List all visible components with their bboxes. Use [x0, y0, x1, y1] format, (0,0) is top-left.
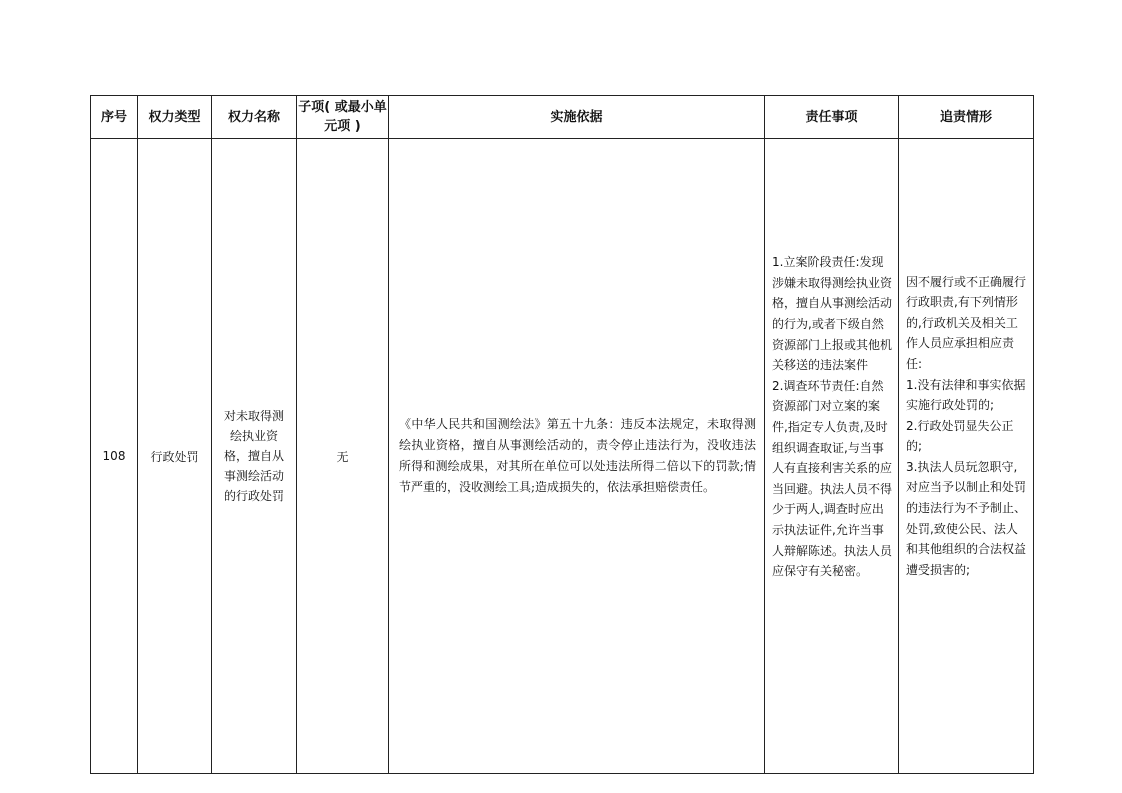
header-power-name: 权力名称 — [212, 96, 297, 139]
cell-sub-item: 无 — [297, 139, 389, 774]
cell-basis: 《中华人民共和国测绘法》第五十九条：违反本法规定，未取得测绘执业资格，擅自从事测绘活动的，责令停止违法行为，没收违法所得和测绘成果，对其所在单位可以处违法所得二倍以下的罚款;情节严重的，没收测绘工具;造成损失的，依法承担赔偿责任。 — [389, 139, 765, 774]
header-no: 序号 — [91, 96, 138, 139]
header-responsibility: 责任事项 — [765, 96, 899, 139]
cell-no: 108 — [91, 139, 138, 774]
table-row — [91, 139, 1034, 774]
header-power-type: 权力类型 — [138, 96, 212, 139]
cell-responsibility: 1.立案阶段责任:发现涉嫌未取得测绘执业资格，擅自从事测绘活动的行为,或者下级自然资源部门上报或其他机关移送的违法案件 2.调查环节责任:自然资源部门对立案的案件,指定专人负责,及时组织调查取证,与当事人有直接利害关系的应当回避。执法人员不得少于两人,调查时应出示执法证件,允许当事人辩解陈述。执法人员应保守有关秘密。 — [765, 139, 899, 774]
header-sub-item: 子项( 或最小单元项 ) — [297, 96, 389, 139]
power-list-table — [90, 95, 1034, 774]
header-basis: 实施依据 — [389, 96, 765, 139]
table-header-row — [91, 96, 1034, 139]
cell-power-name: 对未取得测绘执业资格，擅自从事测绘活动的行政处罚 — [212, 139, 297, 774]
cell-power-type: 行政处罚 — [138, 139, 212, 774]
header-accountability: 追责情形 — [899, 96, 1034, 139]
cell-accountability: 因不履行或不正确履行行政职责,有下列情形的,行政机关及相关工作人员应承担相应责任: 1.没有法律和事实依据实施行政处罚的; 2.行政处罚显失公正的; 3.执法人员玩忽职守,对应当予以制止和处罚的违法行为不予制止、处罚,致使公民、法人和其他组织的合法权益遭受损害的; — [899, 139, 1034, 774]
